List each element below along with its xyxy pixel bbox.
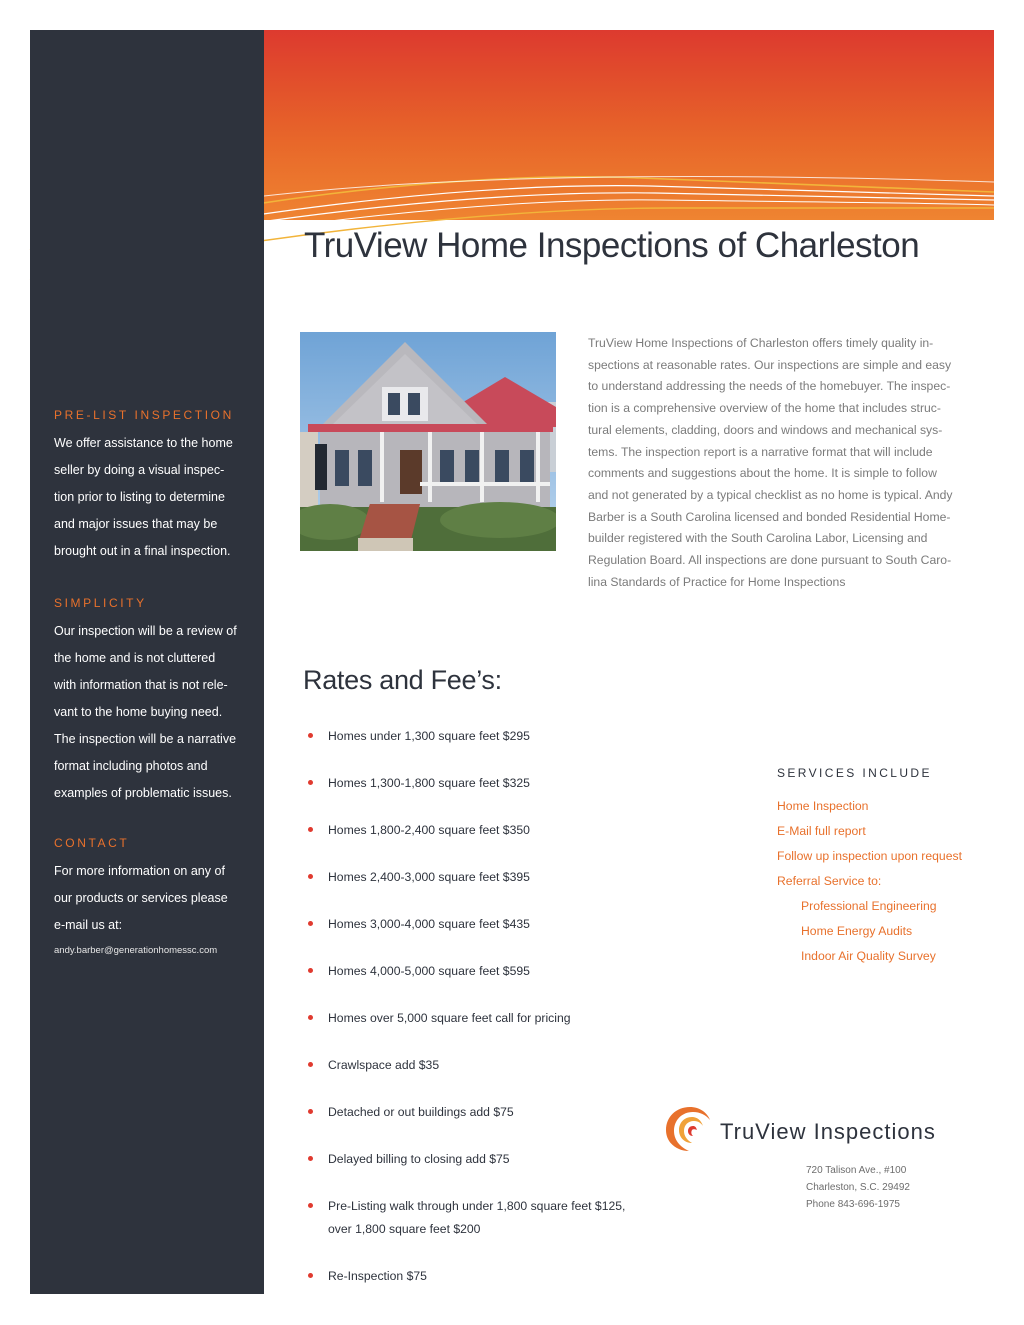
intro-line: comments and suggestions about the home. It is simple to follow	[588, 466, 937, 481]
rate-item-label: Homes 1,300-1,800 square feet $325	[328, 776, 530, 790]
rate-item	[308, 1054, 648, 1077]
service-item: Follow up inspection upon request	[777, 849, 962, 863]
intro-line: spections at reasonable rates. Our inspections are simple and easy	[588, 357, 952, 372]
rate-item-label: Homes 1,800-2,400 square feet $350	[328, 823, 530, 837]
prelist-line: and major issues that may be	[54, 517, 218, 531]
rate-item-label: Homes over 5,000 square feet call for pricing	[328, 1011, 571, 1025]
contact-section	[54, 836, 254, 956]
intro-line: tems. The inspection report is a narrative format that will include	[588, 444, 933, 459]
bullet-icon	[308, 780, 313, 785]
services-heading: SERVICES INCLUDE	[777, 766, 932, 780]
rate-item	[308, 1265, 648, 1288]
service-sub-item: Home Energy Audits	[801, 924, 913, 938]
simplicity-text	[54, 618, 254, 807]
prelist-text	[54, 430, 254, 565]
rate-item-label-continued: over 1,800 square feet $200	[328, 1222, 481, 1236]
prelist-line: We offer assistance to the home	[54, 436, 233, 450]
address-line: Charleston, S.C. 29492	[806, 1182, 910, 1193]
intro-line: TruView Home Inspections of Charleston offers timely quality in-	[588, 336, 934, 350]
contact-email-link[interactable]: andy.barber@generationhomessc.com	[54, 945, 218, 956]
rates-title: Rates and Fee’s:	[303, 665, 502, 695]
contact-line: our products or services please	[54, 891, 228, 905]
simplicity-line: with information that is not rele-	[54, 678, 228, 692]
services-section	[777, 766, 987, 969]
intro-line: Barber is a South Carolina licensed and bonded Residential Home-	[588, 509, 951, 524]
rate-item-label: Homes 4,000-5,000 square feet $595	[328, 964, 530, 978]
rate-item	[308, 725, 648, 748]
simplicity-line: The inspection will be a narrative	[54, 732, 237, 746]
intro-line: Regulation Board. All inspections are done pursuant to South Caro-	[588, 553, 952, 568]
bullet-icon	[308, 733, 313, 738]
rates-list	[308, 725, 648, 1312]
prelist-section	[54, 408, 254, 565]
prelist-line: brought out in a final inspection.	[54, 544, 231, 558]
rate-item	[308, 1007, 648, 1030]
rate-item-label: Detached or out buildings add $75	[328, 1105, 514, 1119]
service-item: Home Inspection	[777, 799, 869, 813]
bullet-icon	[308, 1156, 313, 1161]
intro-line: and not generated by a typical checklist as no home is typical. Andy	[588, 487, 953, 502]
bullet-icon	[308, 1203, 313, 1208]
address-block	[806, 1162, 910, 1213]
rate-item	[308, 866, 648, 889]
bullet-icon	[308, 1273, 313, 1278]
intro-paragraph	[588, 333, 968, 593]
service-sub-item: Indoor Air Quality Survey	[801, 949, 936, 963]
rate-item	[308, 913, 648, 936]
intro-line: to understand addressing the needs of the homebuyer. The inspec-	[588, 379, 951, 394]
bullet-icon	[308, 874, 313, 879]
rate-item-label: Homes 2,400-3,000 square feet $395	[328, 870, 530, 884]
intro-line: tural elements, cladding, doors and windows and mechanical sys-	[588, 422, 943, 437]
simplicity-heading: SIMPLICITY	[54, 596, 147, 610]
rate-item	[308, 1101, 648, 1124]
rate-item-label: Homes 3,000-4,000 square feet $435	[328, 917, 530, 931]
contact-line: For more information on any of	[54, 864, 225, 878]
contact-line: e-mail us at:	[54, 918, 123, 932]
bullet-icon	[308, 1062, 313, 1067]
logo-wordmark: TruView Inspections	[720, 1119, 936, 1144]
simplicity-line: Our inspection will be a review of	[54, 624, 237, 638]
simplicity-section	[54, 596, 254, 807]
bullet-icon	[308, 1015, 313, 1020]
simplicity-line: vant to the home buying need.	[54, 705, 223, 719]
prelist-heading: PRE-LIST INSPECTION	[54, 408, 234, 422]
swirl-logo-icon	[662, 1103, 718, 1155]
simplicity-line: format including photos and	[54, 759, 208, 773]
service-item: Referral Service to:	[777, 874, 882, 888]
rate-item	[308, 1195, 648, 1241]
prelist-line: seller by doing a visual inspec-	[54, 463, 225, 477]
intro-line: lina Standards of Practice for Home Inspections	[588, 574, 846, 589]
rate-item	[308, 960, 648, 983]
contact-text	[54, 858, 254, 939]
prelist-line: tion prior to listing to determine	[54, 490, 225, 504]
rate-item-label: Delayed billing to closing add $75	[328, 1152, 510, 1166]
intro-line: builder registered with the South Carolina Labor, Licensing and	[588, 531, 928, 546]
bullet-icon	[308, 921, 313, 926]
rate-item-label: Crawlspace add $35	[328, 1058, 440, 1072]
simplicity-line: the home and is not cluttered	[54, 651, 216, 665]
simplicity-line: examples of problematic issues.	[54, 786, 232, 800]
rate-item-label: Re-Inspection $75	[328, 1269, 427, 1283]
rate-item	[308, 819, 648, 842]
service-item: E-Mail full report	[777, 824, 866, 838]
rate-item	[308, 772, 648, 795]
contact-heading: CONTACT	[54, 836, 130, 850]
phone-line: Phone 843-696-1975	[806, 1199, 900, 1210]
bullet-icon	[308, 827, 313, 832]
house-photo	[300, 332, 556, 551]
rate-item-label: Pre-Listing walk through under 1,800 square feet $125,	[328, 1199, 626, 1213]
bullet-icon	[308, 1109, 313, 1114]
address-line: 720 Talison Ave., #100	[806, 1165, 907, 1176]
service-sub-item: Professional Engineering	[801, 899, 937, 913]
page-title: TruView Home Inspections of Charleston	[304, 226, 920, 265]
intro-line: tion is a comprehensive overview of the home that includes struc-	[588, 401, 941, 416]
rate-item-label: Homes under 1,300 square feet $295	[328, 729, 530, 743]
bullet-icon	[308, 968, 313, 973]
rate-item	[308, 1148, 648, 1171]
